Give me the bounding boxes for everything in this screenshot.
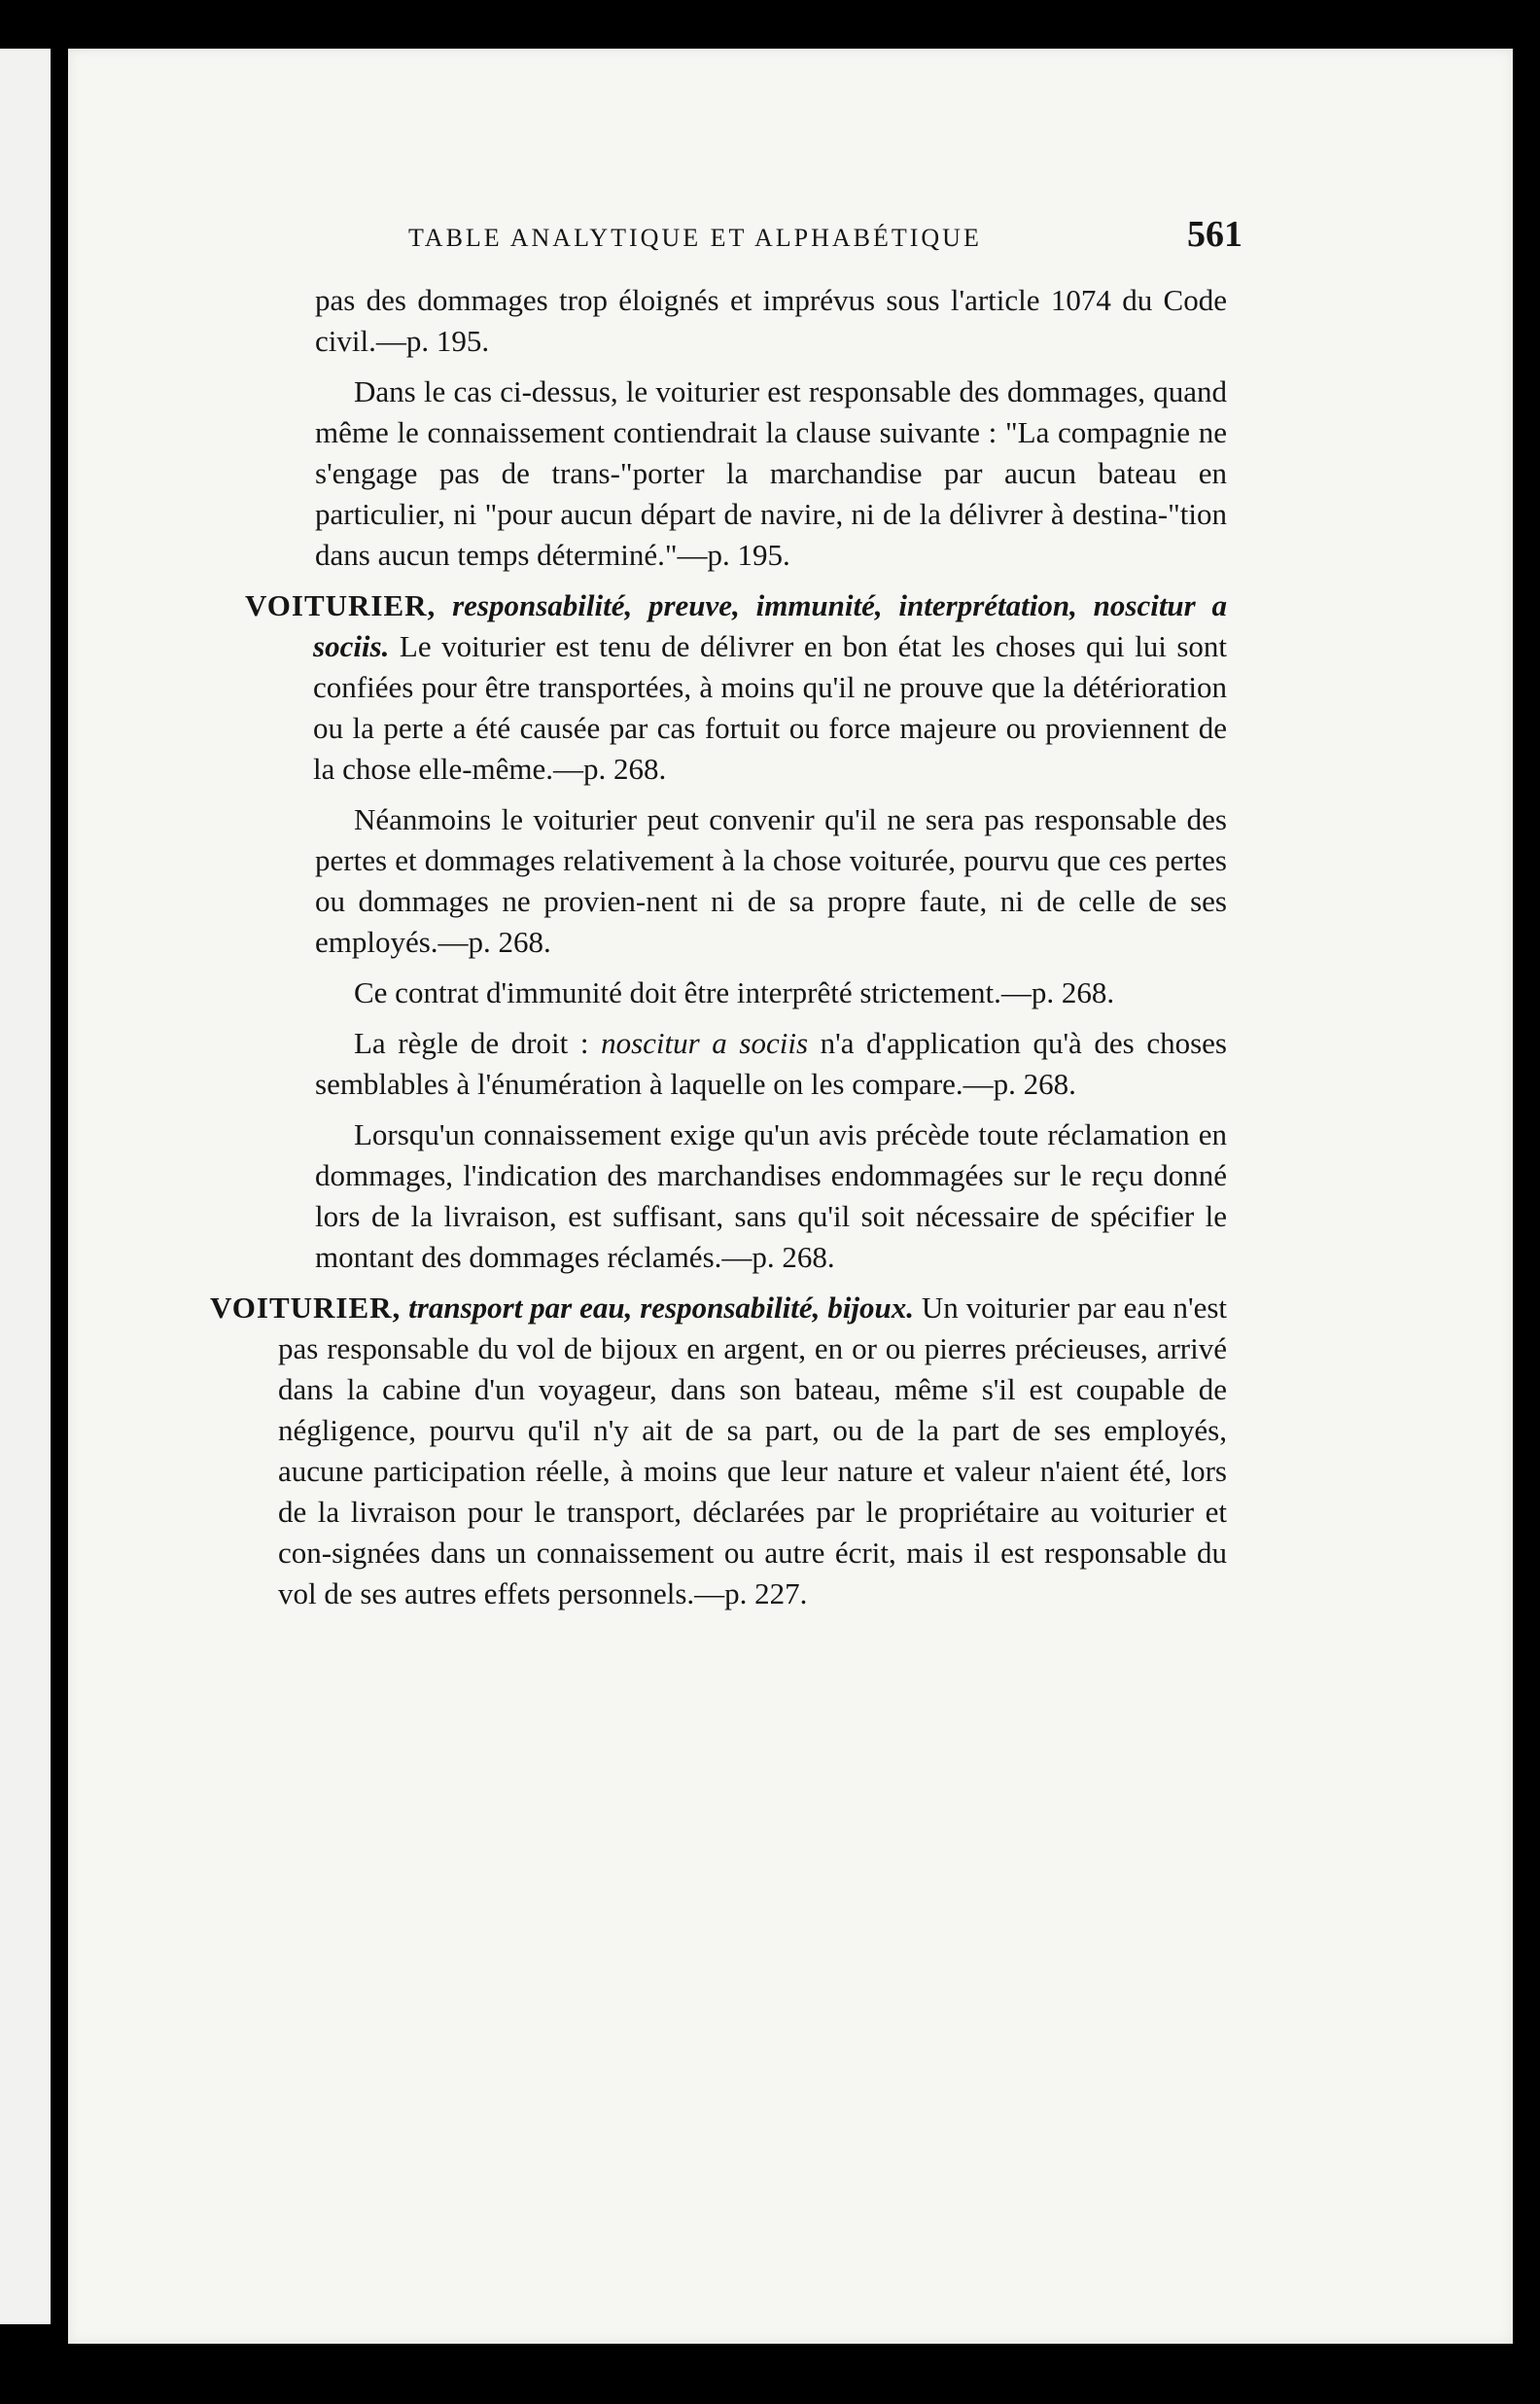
entry-text: Un voiturier par eau n'est pas responsable du vol de bijoux en argent, en or ou pierres précieuses, arrivé dans la cabine d'un voyageur, dans son bateau, même s'il est coupable de négligence, pourvu qu'il n'y ait de sa part, ou de la part de ses employés, aucune participation réelle, à moins que leur nature et valeur n'aient été, lors de la livraison pour le transport, déclarées par le propriétaire au voiturier et con-signées dans un connaissement ou autre écrit, mais il est responsable du vol de ses autres effets personnels.—p. 227. xyxy=(278,1290,1228,1610)
paragraph-text: La règle de droit : xyxy=(354,1026,602,1060)
page-content xyxy=(210,214,1242,1624)
running-head-title: TABLE ANALYTIQUE ET ALPHABÉTIQUE xyxy=(408,224,982,252)
latin-phrase: noscitur a sociis xyxy=(601,1026,809,1060)
paragraph-regle-de-droit xyxy=(315,1023,1227,1105)
entry-subheading: responsabilité, preuve, immunité, interprétation, noscitur a sociis. xyxy=(313,588,1228,663)
previous-page-edge xyxy=(0,49,51,2324)
entry-heading: VOITURIER, xyxy=(245,588,437,622)
paragraph-connaissement-avis: Lorsqu'un connaissement exige qu'un avis précède toute réclamation en dommages, l'indication des marchandises endommagées sur le reçu donné lors de la livraison, est suffisant, sans qu'il soit nécessaire de spécifier le montant des dommages réclamés.—p. 268. xyxy=(315,1117,1227,1274)
paragraph-responsabilite-dommages: Dans le cas ci-dessus, le voiturier est responsable des dommages, quand même le connaissement contiendrait la clause suivante : "La compagnie ne s'engage pas de trans-"porter la marchandise par aucun bateau en particulier, ni "pour aucun départ de navire, ni de la délivrer à destina-"tion dans aucun temps déterminé."—p. 195. xyxy=(315,374,1227,572)
page-number: 561 xyxy=(1187,214,1242,255)
paragraph-text: n'a d'application qu'à des choses semblables à l'énumération à laquelle on les compare.—p. 268. xyxy=(315,1026,1227,1101)
index-entry-voiturier-responsabilite xyxy=(245,585,1227,790)
paragraph-contrat-immunite: Ce contrat d'immunité doit être interprêté strictement.—p. 268. xyxy=(354,975,1115,1009)
paragraph-neanmoins: Néanmoins le voiturier peut convenir qu'il ne sera pas responsable des pertes et dommages relativement à la chose voiturée, pourvu que ces pertes ou dommages ne provien-nent ni de sa propre faute, ni de celle de ses employés.—p. 268. xyxy=(315,802,1227,959)
entry-subheading: transport par eau, responsabilité, bijoux. xyxy=(408,1290,914,1325)
continued-paragraph: pas des dommages trop éloignés et imprévus sous l'article 1074 du Code civil.—p. 195. xyxy=(315,283,1227,358)
entry-heading: VOITURIER, xyxy=(210,1290,402,1325)
index-entry-voiturier-transport-par-eau xyxy=(210,1288,1227,1614)
entry-text: Le voiturier est tenu de délivrer en bon état les choses qui lui sont confiées pour être transportées, à moins qu'il ne prouve que la détérioration ou la perte a été causée par cas fortuit ou force majeure ou proviennent de la chose elle-même.—p. 268. xyxy=(313,629,1228,786)
running-head xyxy=(408,214,1242,259)
